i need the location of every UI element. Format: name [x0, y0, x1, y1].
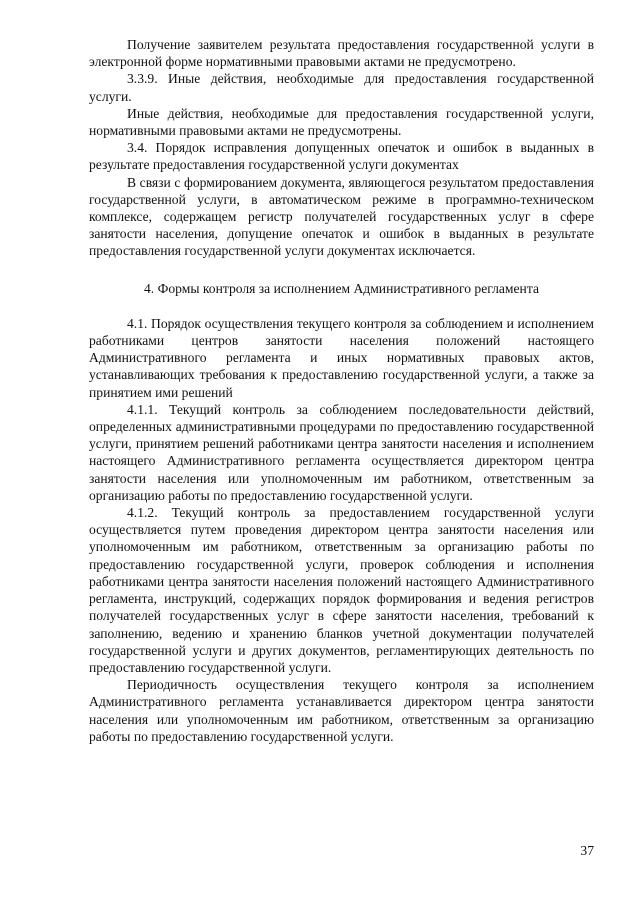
paragraph-other-actions: Иные действия, необходимые для предоставления государственной услуги, нормативными правовыми актами не предусмотрены.	[89, 105, 594, 139]
paragraph-electronic-result: Получение заявителем результата предоставления государственной услуги в электронной форме нормативными правовыми актами не предусмотрено.	[89, 37, 594, 70]
paragraph-3-4-body: В связи с формированием документа, являющегося результатом предоставления государственной услуги, в автоматическом режиме в программно-техническом комплексе, содержащем регистр получателей государственных услуг в сфере занятости населения, допущение опечаток и ошибок в выданных в результате предоставления государственной услуги документах исключается.	[89, 174, 594, 259]
paragraph-4-1-2: 4.1.2. Текущий контроль за предоставлением государственной услуги осуществляется путем проведения директором центра занятости населения или уполномоченным им работником, ответственным за организацию работы по предоставлению государственной услуги, проверок соблюдения и исполнения работниками центра занятости населения положений настоящего Административного регламента, инструкций, содержащих порядок формирования и ведения регистров получателей государственных услуг в сфере занятости населения, требований к заполнению, ведению и хранению бланков учетной документации получателей государственной услуги и других документов, регламентирующих деятельность по предоставлению государственной услуги.	[89, 505, 594, 675]
paragraph-3-3-9-title: 3.3.9. Иные действия, необходимые для предоставления государственной услуги.	[89, 71, 594, 104]
paragraph-periodicity: Периодичность осуществления текущего контроля за исполнением Административного регламента устанавливается директором центра занятости населения или уполномоченным им работником, ответственным за организацию работы по предоставлению государственной услуги.	[89, 677, 594, 744]
paragraph-4-1: 4.1. Порядок осуществления текущего контроля за соблюдением и исполнением работниками центров занятости населения положений настоящего Административного регламента и иных нормативных правовых актов, устанавливающих требования к предоставлению государственной услуги, а также за принятием ими решений	[89, 315, 594, 400]
section-heading-4: 4. Формы контроля за исполнением Административного регламента	[144, 280, 539, 296]
page-number: 37	[580, 843, 594, 858]
document-page	[89, 36, 594, 745]
paragraph-3-4-title: 3.4. Порядок исправления допущенных опечаток и ошибок в выданных в результате предоставления государственной услуги документах	[89, 140, 594, 173]
paragraph-4-1-1: 4.1.1. Текущий контроль за соблюдением последовательности действий, определенных административными процедурами по предоставлению государственной услуги, принятием решений работниками центра занятости населения и исполнением настоящего Административного регламента осуществляется директором центра занятости населения или уполномоченным им работником, ответственным за организацию работы по предоставлению государственной услуги.	[89, 401, 594, 503]
